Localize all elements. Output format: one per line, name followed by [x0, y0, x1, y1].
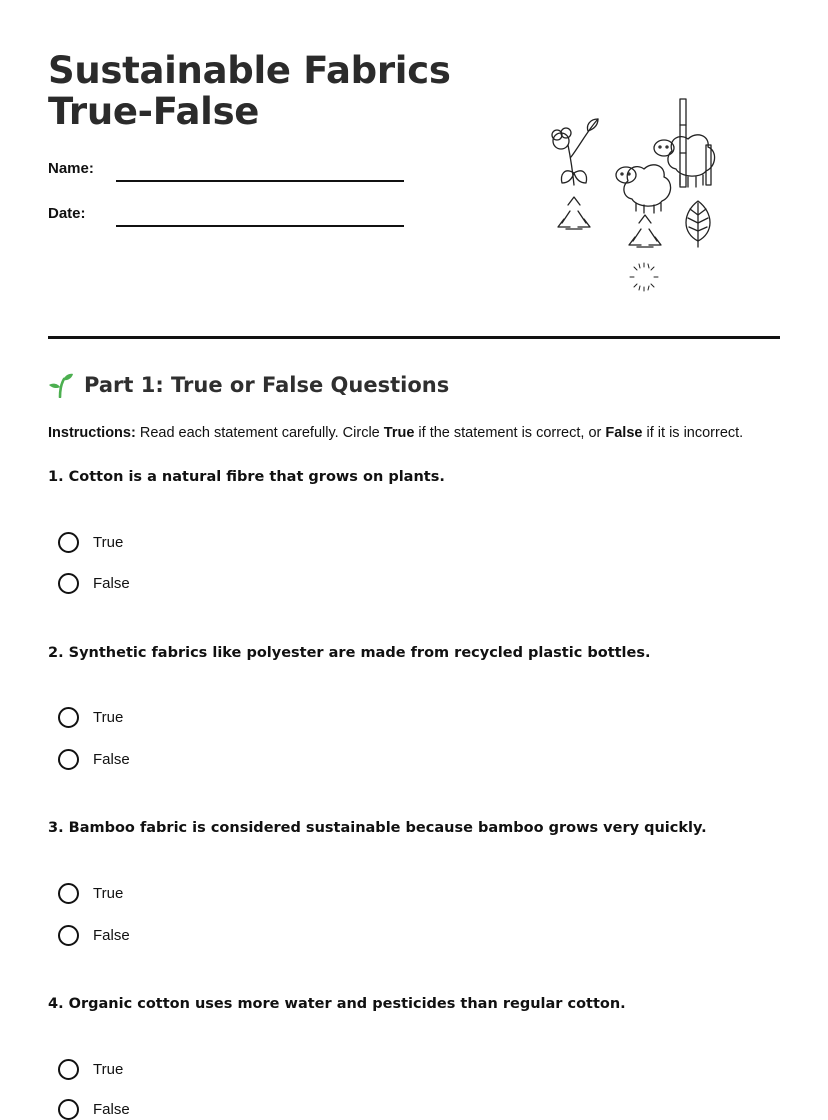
- radio-circle[interactable]: [58, 883, 79, 904]
- instructions-true-word: True: [383, 425, 415, 441]
- option-label: False: [93, 1101, 130, 1118]
- question-text: 2. Synthetic fabrics like polyester are made from recycled plastic bottles.: [48, 645, 651, 661]
- radio-circle[interactable]: [58, 1099, 79, 1120]
- radio-circle[interactable]: [58, 749, 79, 770]
- option-label: False: [93, 927, 130, 944]
- question-1: [48, 469, 808, 592]
- instructions-text-2: if the statement is correct, or: [414, 425, 606, 441]
- title-line-2: True-False: [48, 90, 260, 133]
- date-label: Date:: [48, 205, 86, 222]
- radio-circle[interactable]: [58, 532, 79, 553]
- question-3: [48, 820, 808, 944]
- option-true[interactable]: [58, 883, 123, 904]
- sustainable-fabrics-illustration: [540, 95, 730, 295]
- option-label: True: [93, 885, 124, 902]
- option-label: True: [93, 534, 124, 551]
- option-false[interactable]: [58, 1099, 130, 1120]
- recycle-icon: [629, 215, 661, 247]
- instructions-label: Instructions:: [48, 425, 136, 441]
- section-divider: [48, 336, 780, 339]
- recycle-icon: [558, 197, 590, 229]
- option-false[interactable]: [58, 749, 130, 770]
- leaf-icon: [686, 201, 710, 247]
- sheep-icon: [616, 165, 671, 213]
- option-label: False: [93, 575, 130, 592]
- question-text: 4. Organic cotton uses more water and pesticides than regular cotton.: [48, 996, 626, 1012]
- instructions-text-3: if it is incorrect.: [642, 425, 744, 441]
- radio-circle[interactable]: [58, 707, 79, 728]
- option-false[interactable]: [58, 573, 130, 594]
- option-label: True: [93, 1061, 124, 1078]
- instructions-false-word: False: [605, 425, 643, 441]
- radio-circle[interactable]: [58, 925, 79, 946]
- part1-title: Part 1: True or False Questions: [84, 373, 450, 397]
- bamboo-icon: [680, 99, 711, 187]
- sprout-icon: [48, 372, 74, 398]
- question-text: 1. Cotton is a natural fibre that grows on plants.: [48, 469, 445, 485]
- radio-circle[interactable]: [58, 573, 79, 594]
- part1-heading: [48, 372, 449, 398]
- question-2: [48, 645, 808, 768]
- option-label: True: [93, 709, 124, 726]
- instructions-text-1: Read each statement carefully. Circle: [135, 425, 384, 441]
- name-label: Name:: [48, 160, 94, 177]
- option-true[interactable]: [58, 1059, 123, 1080]
- option-label: False: [93, 751, 130, 768]
- instructions: [48, 425, 743, 441]
- name-field[interactable]: [116, 180, 404, 182]
- option-true[interactable]: [58, 532, 123, 553]
- question-4: [48, 996, 808, 1118]
- option-true[interactable]: [58, 707, 123, 728]
- cotton-plant-icon: [552, 119, 598, 185]
- title-line-1: Sustainable Fabrics: [48, 49, 451, 92]
- sun-icon: [630, 263, 658, 291]
- worksheet-title: [48, 50, 451, 132]
- option-false[interactable]: [58, 925, 130, 946]
- question-text: 3. Bamboo fabric is considered sustainable because bamboo grows very quickly.: [48, 820, 707, 836]
- date-field[interactable]: [116, 225, 404, 227]
- radio-circle[interactable]: [58, 1059, 79, 1080]
